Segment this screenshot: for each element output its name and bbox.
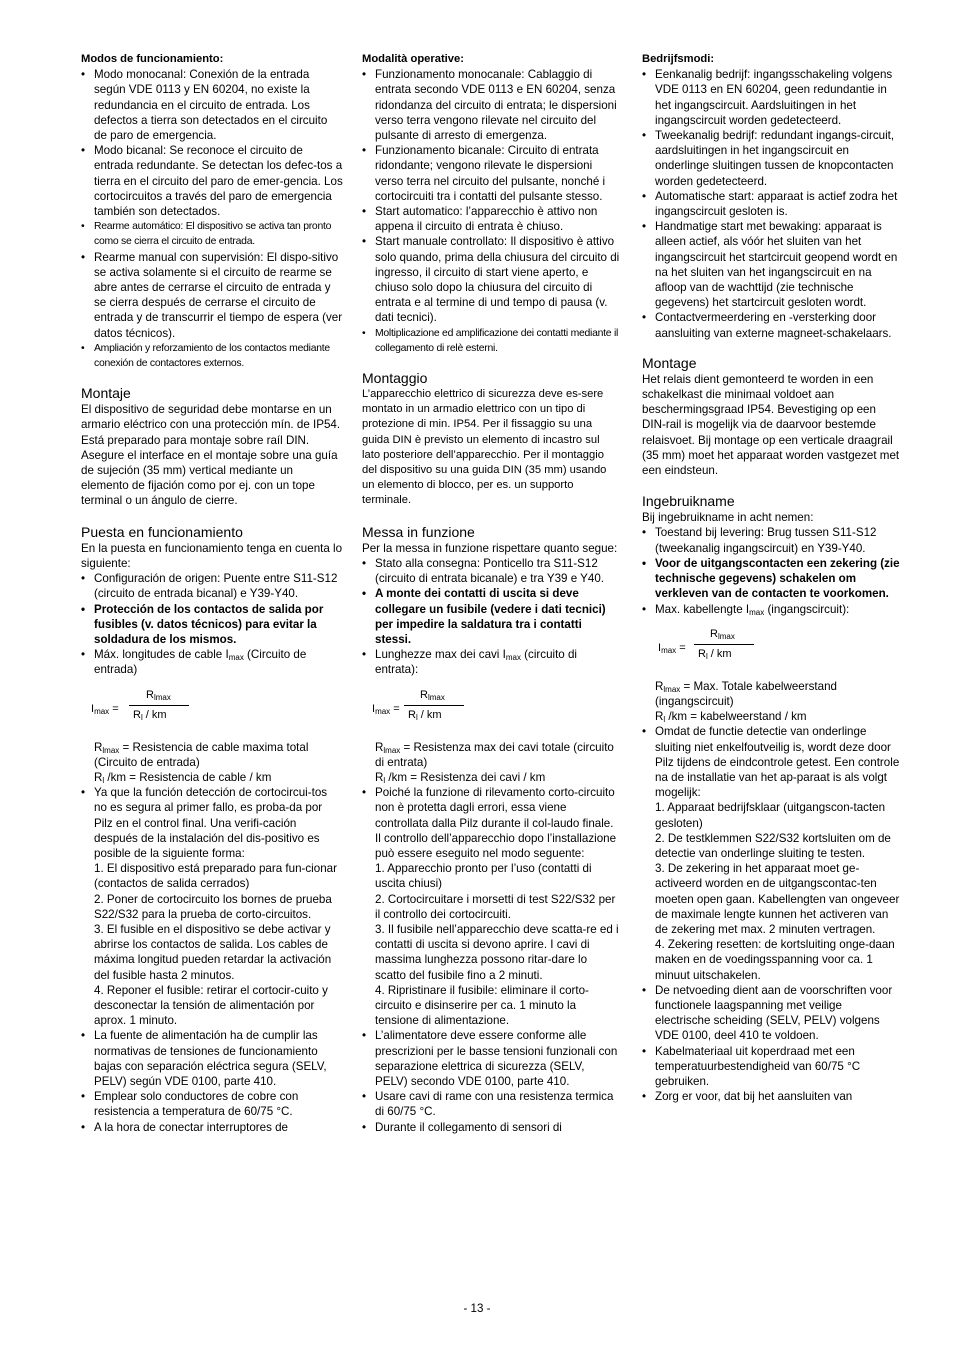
- list-item: • Durante il collegamento di sensori di: [362, 1120, 620, 1135]
- list-item: • Toestand bij levering: Brug tussen S11-S12 (tweekanalig ingangscircuit) en Y39-Y40.: [642, 525, 900, 555]
- mounting-text: Het relais dient gemonteerd te worden in een schakelkast die minimaal voldoet aan beschermingsgraad IP54. Bevestiging op een DIN-rail is mogelijk via de daarvoor bestemde relaisvoet. Bij montage op een verticale draagrail (35 mm) moet het apparaat worden vastgezet met een eindsteun.: [642, 372, 900, 478]
- commissioning-list-2: [81, 785, 343, 1135]
- list-item: • Start automatico: l’apparecchio è attivo non appena il circuito di entrata è chiuso.: [362, 204, 620, 234]
- modes-list: [81, 67, 343, 371]
- list-item: • Moltiplicazione ed amplificazione dei contatti mediante il collegamento di relè esterni.: [362, 326, 620, 356]
- list-item: • Modo bicanal: Se reconoce el circuito de entrada redundante. Se detectan los defec-tos a tierra en el circuito del paro de emer-gencia. Los cortocircuitos a través del paro de emergencia también son detectados.: [81, 143, 343, 219]
- commissioning-list-2: [642, 724, 900, 1104]
- commissioning-intro: Per la messa in funzione rispettare quanto segue:: [362, 541, 618, 555]
- mounting-text: El dispositivo de seguridad debe montarse en un armario eléctrico con una protección mín. de IP54. Está preparado para montaje sobre raíl DIN. Asegure el interface en el montaje sobre una guía de sujeción (35 mm) vertical mediante un elemento de fijación como por ej. con un tope terminal o un ángulo de cierre.: [81, 403, 341, 508]
- list-item: • Protección de los contactos de salida por fusibles (v. datos técnicos) para evitar la soldadura de los mismos.: [81, 602, 343, 648]
- list-item: • Kabelmateriaal uit koperdraad met een temperatuurbestendigheid van 60/75 °C gebruiken.: [642, 1044, 900, 1090]
- list-item: • De netvoeding dient aan de voorschriften voor functionele laagspanning met veilige electrische scheiding (SELV, PELV) volgens VDE 0100, deel 410 te voldoen.: [642, 983, 900, 1044]
- column-italian: [362, 52, 620, 1135]
- column-spanish: [81, 52, 343, 1135]
- section-title-commissioning: Puesta en funcionamiento: [81, 523, 243, 540]
- formula-legend: $R_{lmax}$ = Resistencia de cable maxima total (Circuito de entrada) $R_l$ /km = Resistencia de cable / km: [94, 740, 309, 785]
- list-item: • Funzionamento monocanale: Cablaggio di entrata secondo VDE 0113 e EN 60204, senza ridondanza del circuito di entrata; le dispersioni verso terra vengono rilevate nel circuito del pulsante di arresto di emergenza.: [362, 67, 620, 143]
- mounting-text: L’apparecchio elettrico di sicurezza deve es-sere montato in un armadio elettrico con un tipo di protezione di min. IP54. Per il fissaggio su una guida DIN è previsto un elemento di incastro sul lato posteriore dell’apparecchio. Per il montaggio del dispositivo su una guida DIN (35 mm) usando un elemento di blocco, per es. un supporto terminale.: [362, 388, 607, 507]
- list-item: • Funzionamento bicanale: Circuito di entrata ridondante; vengono rilevate le dispersioni verso terra nel circuito del pulsante, nonché i cortocircuiti tra i contatti del pulsante stesso.: [362, 143, 620, 204]
- list-item: • Emplear solo conductores de cobre con resistencia a temperatura de 60/75 °C.: [81, 1089, 343, 1119]
- formula-legend: $R_{lmax}$ = Resistenza max dei cavi totale (circuito di entrata) $R_l$ /km = Resistenza dei cavi / km: [375, 740, 614, 785]
- cable-length-formula: $I_{max}$ = $R_{lmax}$ $R_l$ / km: [91, 688, 343, 732]
- section-title-mounting: Montaje: [81, 385, 131, 402]
- modes-heading: Modalità operative:: [362, 53, 464, 65]
- cable-length-formula: $I_{max}$ = $R_{lmax}$ $R_l$ / km: [372, 688, 620, 732]
- commissioning-intro: Bij ingebruikname in acht nemen:: [642, 511, 814, 525]
- list-item: • Voor de uitgangscontacten een zekering (zie technische gegevens) schakelen om verkleven van de contacten te voorkomen.: [642, 556, 900, 602]
- section-title-commissioning: Ingebruikname: [642, 493, 735, 510]
- list-item: • Ampliación y reforzamiento de los contactos mediante conexión de contactores externos.: [81, 341, 343, 371]
- commissioning-list: [81, 571, 343, 677]
- list-item: • La fuente de alimentación ha de cumplir las normativas de tensiones de funcionamiento bajas con separación eléctrica segura (SELV, PELV) según VDE 0100, parte 410.: [81, 1028, 343, 1089]
- commissioning-intro: En la puesta en funcionamiento tenga en cuenta lo siguiente:: [81, 541, 343, 570]
- list-item: • Modo monocanal: Conexión de la entrada según VDE 0113 y EN 60204, no existe la redundancia en el circuito de entrada. Los defectos a tierra son detectados en el circuito de paro de emergencia.: [81, 67, 343, 143]
- modes-heading: Bedrijfsmodi:: [642, 53, 715, 65]
- list-item: • Eenkanalig bedrijf: ingangsschakeling volgens VDE 0113 en EN 60204, geen redundantie in het ingangscircuit. Aardsluitingen in het ingangscircuit worden gedetecteerd.: [642, 67, 900, 128]
- list-item: • Handmatige start met bewaking: apparaat is alleen actief, als vóór het sluiten van het ingangscircuit het startcircuit geopend wordt en na het sluiten van het ingangscircuit en na afloop van de wachttijd (zie technische gegevens) het startcircuit gesloten wordt.: [642, 219, 900, 310]
- list-item: • Poiché la funzione di rilevamento corto-circuito non è protetta dagli errori, essa viene controllata dalla Pilz durante il col-laudo finale. Il controllo dell’apparecchio dopo l’installazione può essere eseguito nel modo seguente: 1. Apparecchio pronto per l’uso (contatti di uscita chiusi) 2. Cortocircuitare i morsetti di test S22/S32 per il controllo dei cortocircuiti. 3. Il fusibile nell’apparecchio deve scatta-re ed i contatti di uscita si devono aprire. I cavi di massima lunghezza possono ritar-dare lo scatto del fusibile fino a 2 minuti. 4. Ripristinare il fusibile: eliminare il corto-circuito e disinserire per ca. 1 minuto la tensione di alimentazione.: [362, 785, 620, 1028]
- commissioning-list: [642, 525, 900, 616]
- commissioning-list: [362, 556, 620, 678]
- page-number: - 13 -: [463, 1302, 491, 1315]
- list-item: • Stato alla consegna: Ponticello tra S11-S12 (circuito di entrata bicanale) e tra Y39 e Y40.: [362, 556, 620, 586]
- list-item: • Automatische start: apparaat is actief zodra het ingangscircuit gesloten is.: [642, 189, 900, 219]
- modes-heading: Modos de funcionamiento:: [81, 53, 224, 65]
- list-item: • Rearme automático: El dispositivo se activa tan pronto como se cierra el circuito de entrada.: [81, 219, 343, 249]
- modes-list: [642, 67, 900, 341]
- modes-list: [362, 67, 620, 356]
- formula-legend: $R_{lmax}$ = Max. Totale kabelweerstand (ingangscircuit) $R_l$ /km = kabelweerstand / km: [655, 679, 837, 725]
- list-item: • Configuración de origen: Puente entre S11-S12 (circuito de entrada bicanal) e Y39-Y40.: [81, 571, 343, 601]
- list-item: • Zorg er voor, dat bij het aansluiten van: [642, 1089, 900, 1104]
- list-item: • Contactvermeerdering en -versterking door aansluiting van externe magneet-schakelaars.: [642, 310, 900, 340]
- list-item: • Lunghezze max dei cavi $I_{max}$ (circuito di entrata):: [362, 647, 620, 677]
- list-item: • Max. kabellengte $I_{max}$ (ingangscircuit):: [642, 602, 900, 617]
- section-title-mounting: Montage: [642, 354, 697, 371]
- list-item: • Máx. longitudes de cable $I_{max}$ (Circuito de entrada): [81, 647, 343, 677]
- list-item: • Rearme manual con supervisión: El dispo-sitivo se activa solamente si el circuito de rearme se abre antes de cerrarse el circuito de entrada y se cierra después de cerrarse el circuito de entrada y de transcurrir el tiempo de espera (ver datos técnicos).: [81, 250, 343, 341]
- list-item: • Omdat de functie detectie van onderlinge sluiting niet enkelfoutveilig is, wordt deze door Pilz tijdens de eindcontrole getest. Een controle na de installatie van het ap-paraat is als volgt mogelijk: 1. Apparaat bedrijfsklaar (uitgangscon-tacten gesloten) 2. De testklemmen S22/S32 kortsluiten om de detectie van onderlinge sluiting te testen. 3. De zekering in het apparaat moet ge-activeerd worden en de uitgangscontac-ten moeten open gaan. Kabellengten van ongeveer de maximale lengte kunnen het activeren van de zekering met max. 2 minuten vertragen. 4. Zekering resetten: de kortsluiting onge-daan maken en de voedingsspanning voor ca. 1 minuut uitschakelen.: [642, 724, 900, 982]
- section-title-commissioning: Messa in funzione: [362, 523, 475, 540]
- list-item: • Ya que la función detección de cortocircui-tos no es segura al primer fallo, es proba-da por Pilz en el control final. Una verifi-cación después de la instalación del dis-positivo es posible de la siguiente forma: 1. El dispositivo está preparado para fun-cionar (contactos de salida cerrados) 2. Poner de cortocircuito los bornes de prueba S22/S32 para la prueba de corto-circuitos. 3. El fusible en el dispositivo se debe activar y abrirse los contactos de salida. Los cables de máxima longitud pueden retardar la activación del fusible hasta 2 minutos. 4. Reponer el fusible: retirar el cortocir-cuito y desconectar la tensión de alimentación por aprox. 1 minuto.: [81, 785, 343, 1028]
- commissioning-list-2: [362, 785, 620, 1135]
- column-dutch: [642, 52, 900, 1104]
- list-item: • A monte dei contatti di uscita si deve collegare un fusibile (vedere i dati tecnici) per impedire la saldatura tra i contatti stessi.: [362, 586, 620, 647]
- list-item: • Usare cavi di rame con una resistenza termica di 60/75 °C.: [362, 1089, 620, 1119]
- list-item: • L’alimentatore deve essere conforme alle prescrizioni per le basse tensioni funzionali con separazione elettrica di sicurezza (SELV, PELV) secondo VDE 0100, parte 410.: [362, 1028, 620, 1089]
- list-item: • Tweekanalig bedrijf: redundant ingangs-circuit, aardsluitingen in het ingangscircuit en onderlinge sluitingen tussen de knopcontacten worden gedetecteerd.: [642, 128, 900, 189]
- list-item: • A la hora de conectar interruptores de: [81, 1120, 343, 1135]
- section-title-mounting: Montaggio: [362, 370, 428, 387]
- cable-length-formula: $I_{max}$ = $R_{lmax}$ $R_l$ / km: [652, 627, 900, 671]
- list-item: • Start manuale controllato: Il dispositivo è attivo solo quando, prima della chiusura del circuito di ingresso, il circuito di start viene aperto, e chiuso solo dopo la chiusura del circuito di entrata e al termine di und tempo di pausa (v. dati tecnici).: [362, 234, 620, 325]
